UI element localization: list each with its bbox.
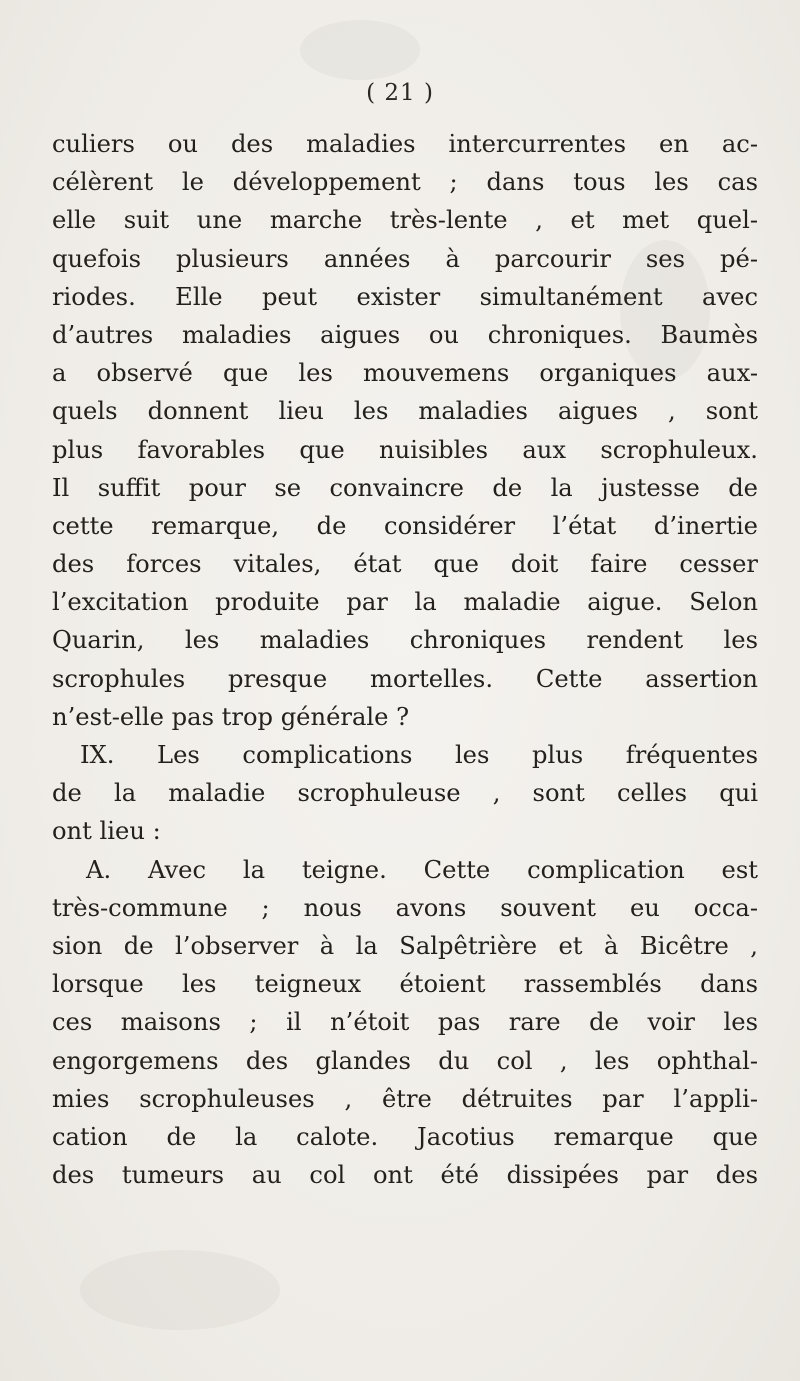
text-line: célèrent le développement ; dans tous les cas <box>52 168 758 197</box>
text-line: Quarin, les maladies chroniques rendent les <box>52 626 758 655</box>
text-line: d’autres maladies aigues ou chroniques. Baumès <box>52 320 758 349</box>
paper-stain <box>300 20 420 80</box>
page-body-text <box>52 125 758 1194</box>
text-line: quels donnent lieu les maladies aigues , sont <box>52 397 758 426</box>
text-line: cation de la calote. Jacotius remarque que <box>52 1122 758 1151</box>
text-line: elle suit une marche très-lente , et met quel- <box>52 206 758 235</box>
text-line: Il suffit pour se convaincre de la justesse de <box>52 473 758 502</box>
text-line: cette remarque, de considérer l’état d’inertie <box>52 511 758 540</box>
text-line: quefois plusieurs années à parcourir ses pé- <box>52 244 758 273</box>
text-line: engorgemens des glandes du col , les ophthal- <box>52 1046 758 1075</box>
text-line: des forces vitales, état que doit faire cesser <box>52 550 758 579</box>
text-line: plus favorables que nuisibles aux scrophuleux. <box>52 435 758 464</box>
text-line: l’excitation produite par la maladie aigue. Selon <box>52 588 758 617</box>
text-line: scrophules presque mortelles. Cette assertion <box>52 664 758 693</box>
subsection-line: A. Avec la teigne. Cette complication est <box>86 855 758 884</box>
text-line: culiers ou des maladies intercurrentes en ac- <box>52 130 758 158</box>
text-line: a observé que les mouvemens organiques aux- <box>52 359 758 388</box>
page-number: ( 21 ) <box>366 80 434 106</box>
text-line: des tumeurs au col ont été dissipées par des <box>52 1161 758 1190</box>
text-line: lorsque les teigneux étoient rassemblés dans <box>52 970 758 999</box>
text-line: ont lieu : <box>52 817 161 846</box>
text-line: de la maladie scrophuleuse , sont celles qui <box>52 779 758 808</box>
text-line: très-commune ; nous avons souvent eu occa- <box>52 893 758 922</box>
paper-stain <box>80 1250 280 1330</box>
text-line: sion de l’observer à la Salpêtrière et à Bicêtre , <box>52 931 758 960</box>
text-line: mies scrophuleuses , être détruites par l’appli- <box>52 1084 758 1113</box>
text-line: ces maisons ; il n’étoit pas rare de voir les <box>52 1008 758 1037</box>
text-line: riodes. Elle peut exister simultanément avec <box>52 282 758 311</box>
section-heading-line: IX. Les complications les plus fréquentes <box>80 741 758 769</box>
text-line: n’est-elle pas trop générale ? <box>52 702 410 731</box>
